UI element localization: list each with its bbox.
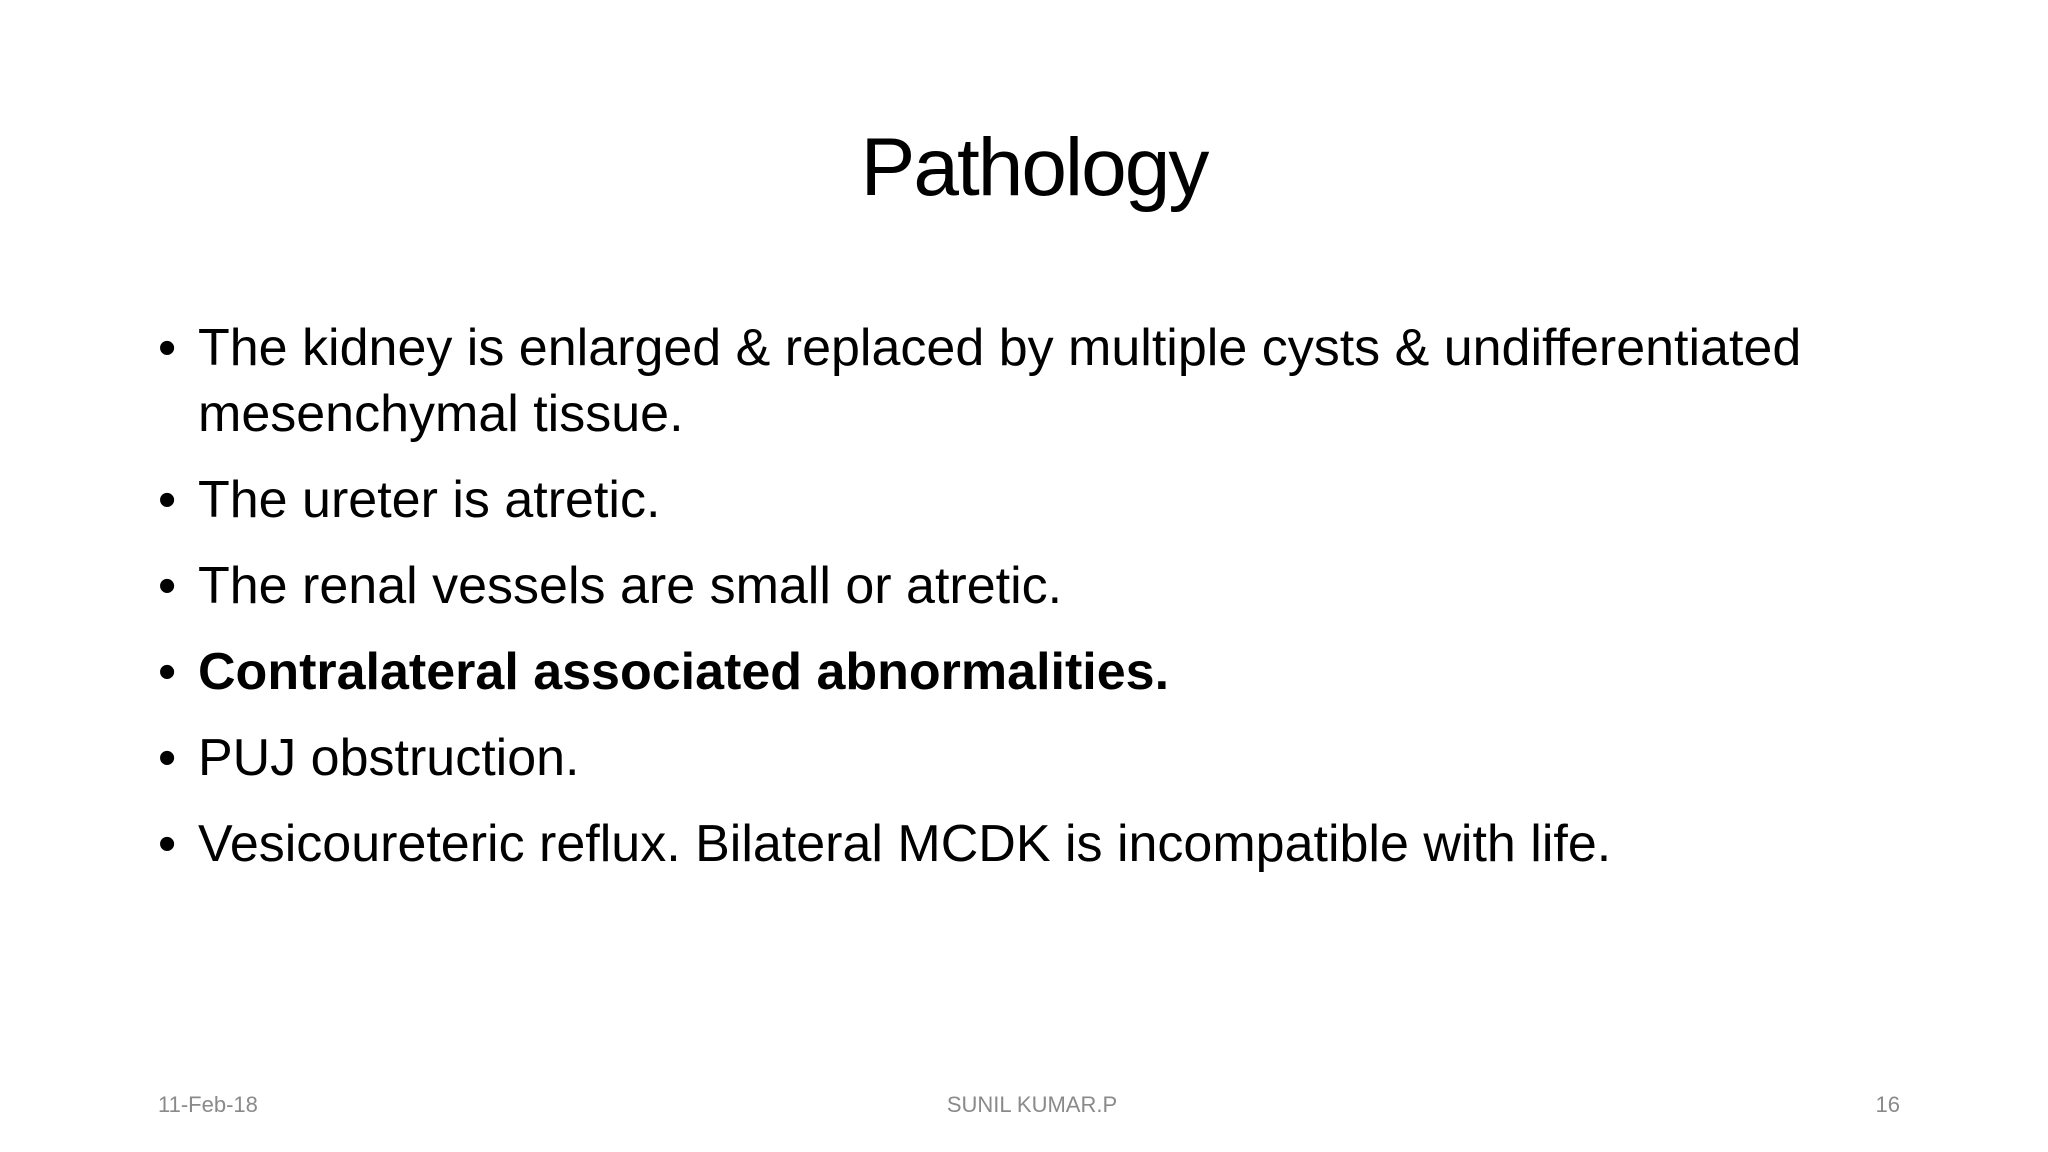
bullet-item (158, 553, 1918, 619)
bullet-dot: • (158, 815, 177, 873)
bullet-text: PUJ obstruction. (198, 729, 580, 787)
slide-title: Pathology (860, 122, 1208, 213)
bullet-dot: • (158, 729, 177, 787)
bullet-item (158, 811, 1918, 877)
bullet-text: Contralateral associated abnormalities. (198, 643, 1170, 701)
footer-page-number: 16 (1875, 1092, 1900, 1117)
bullet-text: The renal vessels are small or atretic. (198, 557, 1063, 615)
bullet-dot: • (158, 557, 177, 615)
bullet-text: The kidney is enlarged & replaced by multiple cysts & undifferentiated mesenchymal tissue. (198, 319, 1802, 443)
bullet-dot: • (158, 319, 177, 377)
bullet-list (158, 315, 1918, 897)
bullet-item (158, 639, 1918, 705)
footer-date: 11-Feb-18 (158, 1092, 258, 1117)
bullet-item (158, 315, 1918, 447)
bullet-text: Vesicoureteric reflux. Bilateral MCDK is incompatible with life. (198, 815, 1612, 873)
footer-author: SUNIL KUMAR.P (946, 1092, 1118, 1117)
bullet-item (158, 725, 1918, 791)
bullet-dot: • (158, 471, 177, 529)
bullet-text: The ureter is atretic. (198, 471, 661, 529)
bullet-item (158, 467, 1918, 533)
bullet-dot: • (158, 643, 177, 701)
